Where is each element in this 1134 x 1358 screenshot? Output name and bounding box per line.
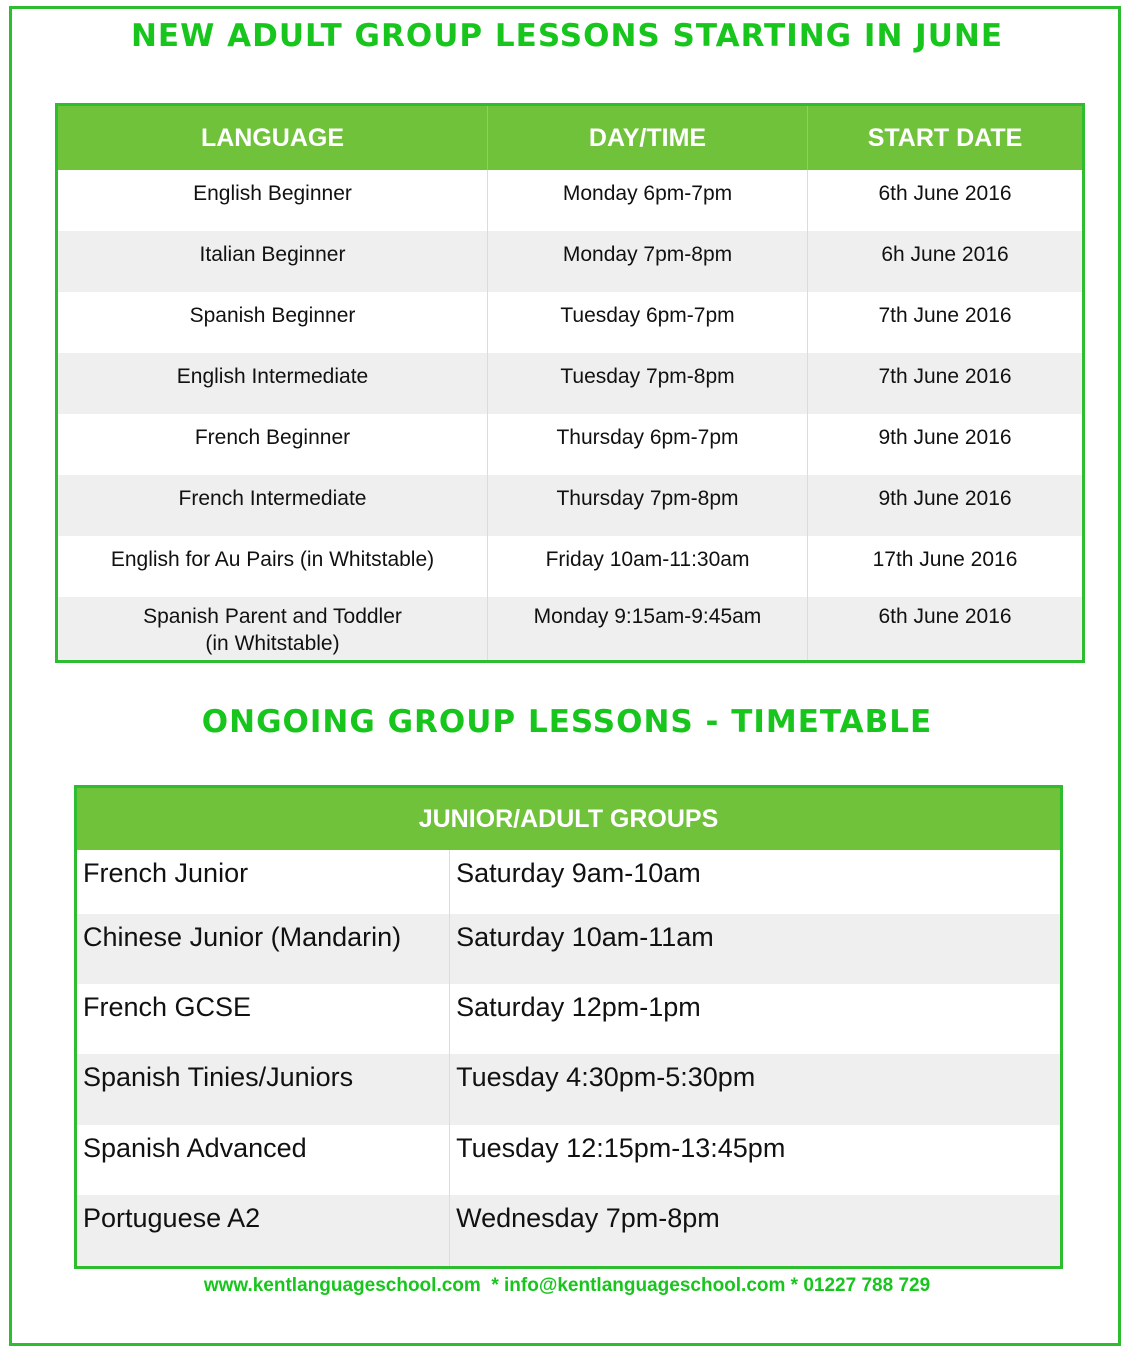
table-row xyxy=(57,292,1084,353)
table-row xyxy=(76,984,1062,1054)
new-lessons-table xyxy=(55,103,1085,663)
header-junior-adult-groups: JUNIOR/ADULT GROUPS xyxy=(76,787,1062,851)
header-start-date: START DATE xyxy=(808,105,1084,171)
time-cell: Wednesday 7pm-8pm xyxy=(450,1195,1062,1267)
table-row xyxy=(57,597,1084,662)
language-cell: English Beginner xyxy=(57,170,488,231)
day-time-cell: Monday 7pm-8pm xyxy=(488,231,808,292)
language-line-1: Spanish Parent and Toddler xyxy=(143,605,402,628)
ongoing-lessons-title: ONGOING GROUP LESSONS - TIMETABLE xyxy=(201,704,933,740)
day-time-cell: Thursday 6pm-7pm xyxy=(488,414,808,475)
contact-footer: www.kentlanguageschool.com * info@kentlanguageschool.com * 01227 788 729 xyxy=(203,1275,931,1296)
table-header-row xyxy=(76,787,1062,851)
group-cell: French GCSE xyxy=(76,984,450,1054)
language-cell: French Beginner xyxy=(57,414,488,475)
start-date-cell: 9th June 2016 xyxy=(878,426,1012,449)
start-date-cell: 6h June 2016 xyxy=(808,231,1084,292)
new-lessons-title: NEW ADULT GROUP LESSONS STARTING IN JUNE xyxy=(130,18,1004,54)
language-cell: English for Au Pairs (in Whitstable) xyxy=(57,536,488,597)
day-time-cell: Thursday 7pm-8pm xyxy=(488,475,808,536)
group-cell: Spanish Advanced xyxy=(76,1125,450,1195)
time-cell: Saturday 9am-10am xyxy=(456,858,701,888)
table-row xyxy=(57,536,1084,597)
day-time-cell: Tuesday 7pm-8pm xyxy=(488,353,808,414)
language-cell: English Intermediate xyxy=(57,353,488,414)
table-row xyxy=(76,1195,1062,1267)
table-row xyxy=(57,170,1084,231)
group-cell: Chinese Junior (Mandarin) xyxy=(76,914,450,984)
day-time-cell: Monday 9:15am-9:45am xyxy=(488,597,808,662)
start-date-cell: 7th June 2016 xyxy=(808,353,1084,414)
table-row xyxy=(76,914,1062,984)
language-line-2: (in Whitstable) xyxy=(205,632,340,655)
day-time-cell: Tuesday 6pm-7pm xyxy=(488,292,808,353)
time-cell: Tuesday 4:30pm-5:30pm xyxy=(450,1054,1062,1125)
group-cell: Portuguese A2 xyxy=(76,1195,450,1267)
table-header-row xyxy=(57,105,1084,171)
group-cell: Spanish Tinies/Juniors xyxy=(76,1054,450,1125)
time-cell: Saturday 10am-11am xyxy=(450,914,1062,984)
table-row xyxy=(57,353,1084,414)
ongoing-lessons-table xyxy=(74,785,1063,1269)
time-cell: Saturday 12pm-1pm xyxy=(456,992,701,1022)
language-cell: Spanish Beginner xyxy=(57,292,488,353)
language-cell: French Intermediate xyxy=(57,475,488,536)
start-date-cell: 9th June 2016 xyxy=(808,475,1084,536)
start-date-cell: 17th June 2016 xyxy=(872,548,1018,571)
table-row xyxy=(76,1054,1062,1125)
language-cell: Italian Beginner xyxy=(57,231,488,292)
table-row xyxy=(57,414,1084,475)
header-day-time: DAY/TIME xyxy=(488,105,808,171)
table-row xyxy=(57,475,1084,536)
day-time-cell: Friday 10am-11:30am xyxy=(488,536,808,597)
start-date-cell: 6th June 2016 xyxy=(808,597,1084,662)
table-row xyxy=(76,1125,1062,1195)
table-row xyxy=(57,231,1084,292)
table-row xyxy=(76,850,1062,914)
day-time-cell: Monday 6pm-7pm xyxy=(488,170,808,231)
time-cell: Tuesday 12:15pm-13:45pm xyxy=(456,1133,786,1163)
start-date-cell: 7th June 2016 xyxy=(878,304,1012,327)
start-date-cell: 6th June 2016 xyxy=(878,182,1012,205)
group-cell: French Junior xyxy=(76,850,450,914)
language-cell xyxy=(57,597,488,662)
header-language: LANGUAGE xyxy=(57,105,488,171)
